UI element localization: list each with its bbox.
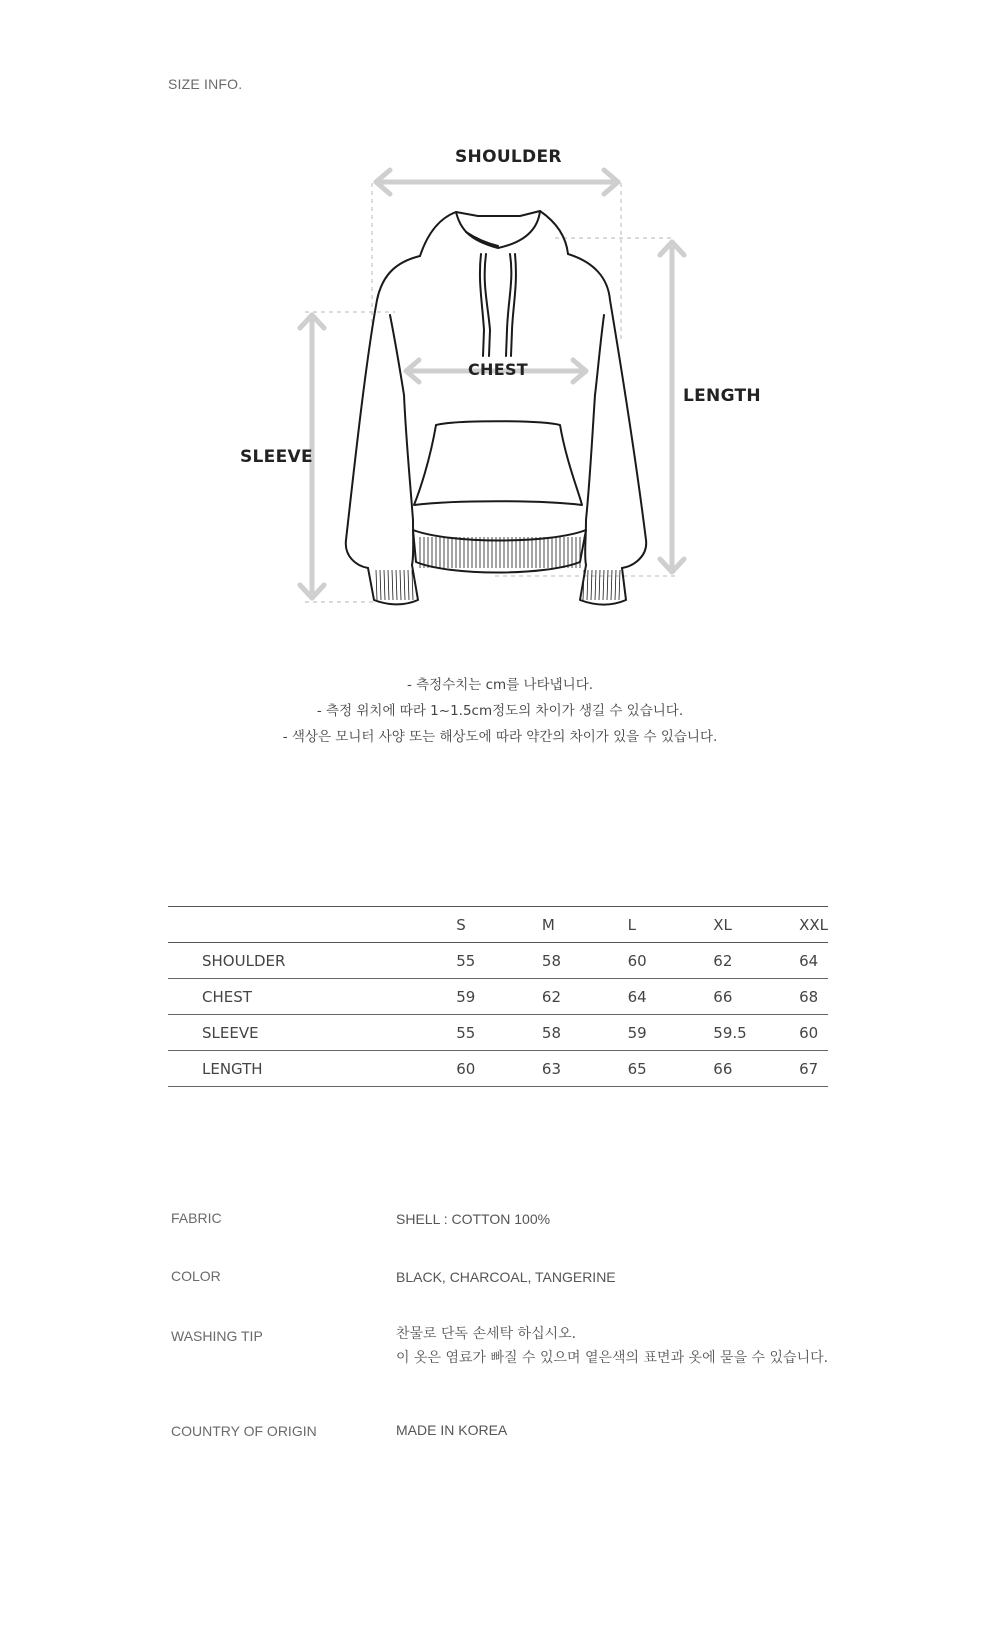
table-header-row [168, 907, 828, 943]
row-label: CHEST [202, 987, 252, 1006]
row-label: SHOULDER [202, 951, 286, 970]
row-label: LENGTH [202, 1059, 263, 1078]
table-row [168, 1051, 828, 1087]
sleeve-label: SLEEVE [240, 447, 313, 467]
hoodie-illustration [0, 0, 1000, 640]
table-cell: 55 [456, 1023, 476, 1042]
spec-value: BLACK, CHARCOAL, TANGERINE [396, 1269, 616, 1285]
measurement-notes [0, 672, 1000, 750]
spec-label: COUNTRY OF ORIGIN [171, 1423, 317, 1439]
table-cell: 58 [541, 951, 561, 970]
table-cell: 63 [541, 1059, 561, 1078]
table-cell: 64 [799, 951, 819, 970]
spec-value: SHELL : COTTON 100% [396, 1211, 551, 1227]
chest-label: CHEST [468, 360, 528, 379]
table-cell: 64 [627, 987, 647, 1006]
table-row [168, 979, 828, 1015]
table-cell: 68 [799, 987, 819, 1006]
column-header: M [541, 915, 555, 934]
column-header: S [456, 915, 466, 934]
washing-line: 이 옷은 염료가 빠질 수 있으며 옅은색의 표면과 옷에 묻을 수 있습니다. [396, 1350, 829, 1366]
spec-label: COLOR [171, 1268, 221, 1284]
spec-value [396, 1322, 828, 1370]
note-line: - 색상은 모니터 사양 또는 해상도에 따라 약간의 차이가 있을 수 있습니다. [282, 729, 718, 745]
table-cell: 62 [541, 987, 561, 1006]
spec-label: WASHING TIP [171, 1328, 263, 1344]
table-cell: 59 [627, 1023, 647, 1042]
note-line: - 측정수치는 cm를 나타냅니다. [406, 677, 594, 693]
table-cell: 65 [627, 1059, 647, 1078]
washing-line: 찬물로 단독 손세탁 하십시오. [396, 1326, 577, 1342]
table-row [168, 943, 828, 979]
table-cell: 60 [456, 1059, 476, 1078]
page-title: SIZE INFO. [168, 76, 243, 92]
table-cell: 67 [799, 1059, 819, 1078]
spec-value: MADE IN KOREA [396, 1422, 508, 1438]
spec-label: FABRIC [171, 1210, 222, 1226]
table-cell: 59 [456, 987, 476, 1006]
measure-arrows [300, 170, 684, 598]
length-label: LENGTH [683, 386, 761, 406]
column-header: XXL [799, 915, 828, 934]
note-line: - 측정 위치에 따라 1~1.5cm정도의 차이가 생길 수 있습니다. [316, 703, 684, 719]
size-table [168, 906, 828, 1087]
table-row [168, 1015, 828, 1051]
table-cell: 55 [456, 951, 476, 970]
column-header: XL [713, 915, 732, 934]
table-cell: 62 [713, 951, 733, 970]
table-cell: 60 [627, 951, 647, 970]
shoulder-label: SHOULDER [455, 147, 562, 167]
table-cell: 60 [799, 1023, 819, 1042]
row-label: SLEEVE [202, 1023, 259, 1042]
table-cell: 66 [713, 987, 733, 1006]
column-header [168, 907, 456, 943]
table-cell: 59.5 [713, 1023, 747, 1042]
column-header: L [627, 915, 636, 934]
table-cell: 58 [541, 1023, 561, 1042]
table-cell: 66 [713, 1059, 733, 1078]
size-diagram [0, 0, 1000, 640]
